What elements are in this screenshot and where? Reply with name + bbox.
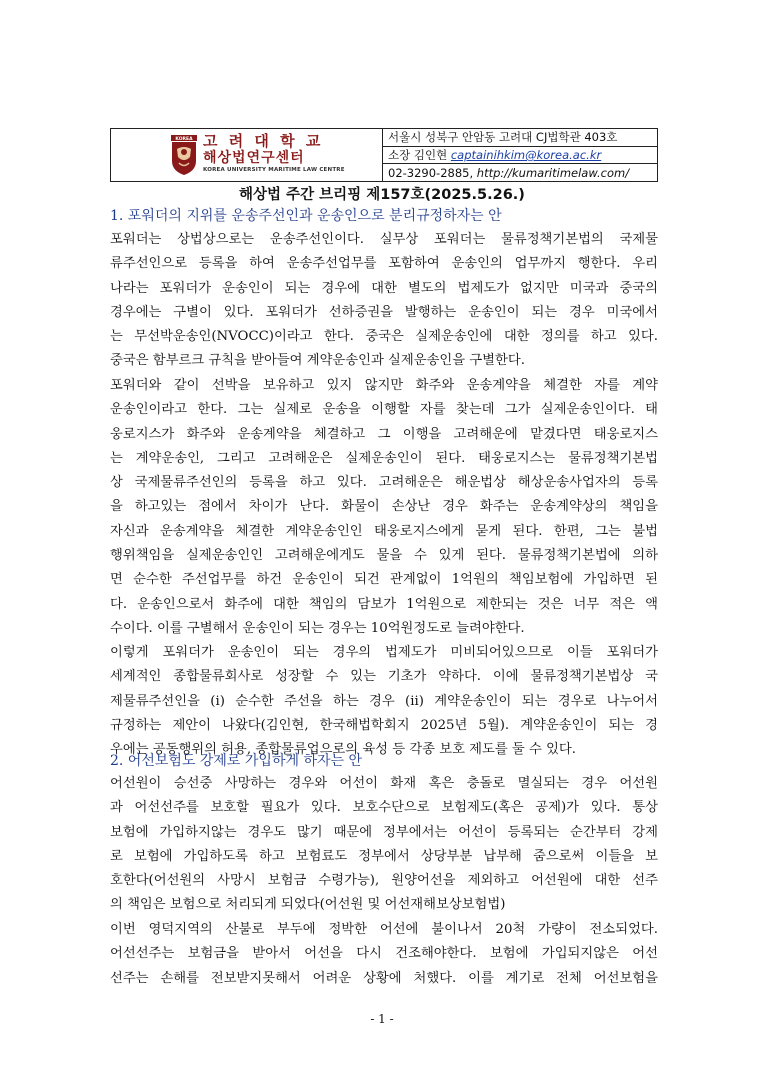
section-2-heading: 2. 어선보험도 강제로 가입하게 하자는 안 <box>110 753 362 769</box>
text-line: 상 국제물류주선인의 등록을 하고 있다. 고려해운은 해운법상 해상운송사업자의 등록 <box>110 475 658 491</box>
section-2-paragraph-1 <box>110 772 658 918</box>
website-link[interactable]: http://kumaritimelaw.com/ <box>476 165 630 180</box>
text-line: 면 순수한 주선업무를 하건 운송인이 되건 관계없이 1억원의 책임보험에 가입하면 된 <box>110 572 658 588</box>
logo-university-name: 고 려 대 학 교 <box>203 132 324 150</box>
university-crest-icon <box>171 135 197 175</box>
text-line: 웅로지스가 화주와 운송계약을 체결하고 그 이행을 고려해운에 맡겼다면 태웅로지스 <box>110 426 658 442</box>
text-line: 어선선주는 보험금을 받아서 어선을 다시 건조해야한다. 보험에 가입되지않은 어선 <box>110 946 658 962</box>
logo-english-name: KOREA UNIVERSITY MARITIME LAW CENTRE <box>203 167 345 173</box>
logo-cell <box>111 129 383 181</box>
text-line: 중국은 함부르크 규칙을 받아들여 계약운송인과 실제운송인을 구별한다. <box>110 353 525 369</box>
text-line: 나라는 포워더가 운송인이 되는 경우에 대한 별도의 법제도가 없지만 미국과 중국의 <box>110 280 658 296</box>
crest-badge-text: KOREA <box>175 137 193 142</box>
text-line: 운송인이라고 한다. 그는 실제로 운송을 이행할 자를 찾는데 그가 실제운송인이다. 태 <box>110 402 658 418</box>
text-line: 자신과 운송계약을 체결한 계약운송인인 태웅로지스에게 묻게 된다. 한편, 그는 불법 <box>110 523 658 539</box>
text-line: 선주는 손해를 전보받지못해서 어려운 상황에 처했다. 이를 계기로 전체 어선보험을 <box>110 970 658 986</box>
address-text: 서울시 성북구 안암동 고려대 CJ법학관 403호 <box>388 130 618 145</box>
header-box <box>110 128 658 182</box>
director-row <box>383 147 657 165</box>
text-line: 의 책임은 보험으로 처리되게 되었다(어선원 및 어선재해보상보험법) <box>110 897 506 913</box>
contact-row <box>383 164 657 181</box>
text-line: 는 계약운송인, 그리고 고려해운은 실제운송인이 된다. 태웅로지스는 물류정책기본법 <box>110 450 658 466</box>
director-label: 소장 김인현 <box>388 148 448 162</box>
logo-text <box>203 133 345 174</box>
text-line: 규정하는 제안이 나왔다(김인현, 한국해법학회지 2025년 5월). 계약운송인이 되는 경 <box>110 717 658 733</box>
document-title: 해상법 주간 브리핑 제157호(2025.5.26.) <box>239 187 525 203</box>
text-line: 행위책임을 실제운송인인 고려해운에게도 물을 수 있게 된다. 물류정책기본법에 의하 <box>110 548 658 564</box>
section-1-heading: 1. 포워더의 지위를 운송주선인과 운송인으로 분리규정하자는 안 <box>110 208 502 224</box>
text-line: 보험에 가입하지않는 경우도 많기 때문에 정부에서는 어선이 등록되는 순간부터 강제 <box>110 824 658 840</box>
section-1-paragraph-1 <box>110 228 658 374</box>
phone-text: 02-3290-2885, <box>388 165 474 180</box>
text-line: 포워더와 같이 선박을 보유하고 있지 않지만 화주와 운송계약을 체결한 자를 계약 <box>110 378 658 393</box>
email-link[interactable]: captainihkim@korea.ac.kr <box>450 148 602 162</box>
text-line: 을 하고있는 점에서 차이가 난다. 화물이 손상난 경우 화주는 운송계약상의 책임을 <box>110 499 658 515</box>
section-1-paragraph-2 <box>110 374 658 641</box>
text-line: 류주선인으로 등록을 하여 운송주선업무를 포함하여 운송인의 업무까지 행한다. 우리 <box>110 256 658 272</box>
text-line: 포워더는 상법상으로는 운송주선인이다. 실무상 포워더는 물류정책기본법의 국제물 <box>110 232 658 247</box>
text-line: 는 무선박운송인(NVOCC)이라고 한다. 중국은 실제운송인에 대한 정의를 하고 있다. <box>110 329 658 345</box>
text-line: 이번 영덕지역의 산불로 부두에 정박한 어선에 불이나서 20척 가량이 전소되었다. <box>110 922 658 937</box>
text-line: 이렇게 포워더가 운송인이 되는 경우의 법제도가 미비되어있으므로 이들 포워더가 <box>110 645 658 660</box>
text-line: 어선원이 승선중 사망하는 경우와 어선이 화재 혹은 충돌로 멸실되는 경우 어선원 <box>110 776 658 791</box>
section-1-paragraph-3 <box>110 641 658 762</box>
page-number: - 1 - <box>370 1012 394 1026</box>
logo-center-name: 해상법연구센터 <box>203 150 305 166</box>
text-line: 세계적인 종합물류회사로 성장할 수 있는 기초가 약하다. 이에 물류정책기본법상 국 <box>110 669 658 685</box>
text-line: 다. 운송인으로서 화주에 대한 책임의 담보가 1억원으로 제한되는 것은 너무 적은 액 <box>110 596 658 612</box>
text-line: 호한다(어선원의 사망시 보험금 수령가능), 원양어선을 제외하고 어선원에 대한 선주 <box>110 873 658 889</box>
address-row <box>383 129 657 147</box>
text-line: 제물류주선인을 (i) 순수한 주선을 하는 경우 (ii) 계약운송인이 되는 경우로 나누어서 <box>110 693 658 709</box>
section-2-paragraph-2 <box>110 918 658 991</box>
text-line: 우에는 공동행위의 허용, 종합물류업으로의 육성 등 각종 보호 제도를 둘 수 있다. <box>110 742 576 758</box>
text-line: 수이다. 이를 구별해서 운송인이 되는 경우는 10억원정도로 늘려야한다. <box>110 620 525 636</box>
text-line: 과 어선선주를 보호할 필요가 있다. 보호수단으로 보험제도(혹은 공제)가 있다. 통상 <box>110 800 658 816</box>
text-line: 로 보험에 가입하도록 하고 보험료도 정부에서 상당부분 납부해 줌으로써 이들을 보 <box>110 848 658 864</box>
contact-cell <box>383 129 657 181</box>
text-line: 경우에는 구별이 있다. 포워더가 선하증권을 발행하는 운송인이 되는 경우 미국에서 <box>110 304 658 320</box>
